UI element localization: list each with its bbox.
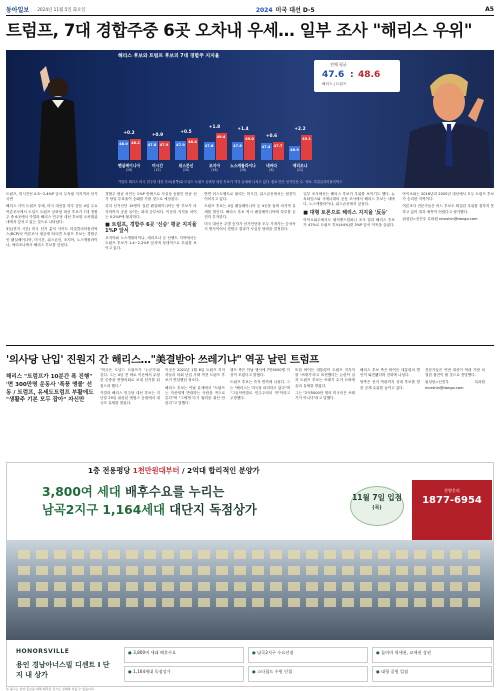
story2-column [165, 368, 225, 456]
bullet-icon: ● [376, 650, 382, 655]
bar-value-harris: 47.6 [204, 144, 214, 148]
building-window [72, 582, 84, 591]
building-window [396, 582, 408, 591]
building-window [234, 566, 246, 575]
story2-paragraph: 그는 "2억5000만 명의 미국인은 쓰레기가 아니다"라고 말했다. [295, 390, 355, 401]
building-window [270, 582, 282, 591]
story1-paragraph: 미국 대선은 주별 승자가 선거인단을 모두 가져가는 승자독식 방식이어서 경합주 결과가 사실상 당락을 결정한다. [204, 222, 296, 232]
building-window [288, 566, 300, 575]
building-window [270, 598, 282, 607]
story2-column [295, 368, 355, 456]
building-window [126, 566, 138, 575]
building-window [36, 598, 48, 607]
building-window [54, 566, 66, 575]
building-window [288, 550, 300, 559]
average-label: 전체 평균 [330, 62, 347, 67]
building-window [72, 550, 84, 559]
building-window [144, 566, 156, 575]
building-window [108, 582, 120, 591]
bar-value-harris: 47.8 [147, 143, 157, 147]
building-window [18, 598, 30, 607]
bar-value-harris: 48.0 [119, 142, 128, 146]
bar-value-trump: 49.0 [245, 137, 254, 141]
building-window [90, 582, 102, 591]
story1-paragraph: 해리스 사이 트럼프 우세, 미국 대선을 하루 앞둔 4일 주요 여론조사에서 도널드 트럼프 공화당 대선 후보가 7대 경합주 중 6곳에서 카멀라 해리스 민주당 대선 후보를 오차범위 내에서 앞서고 있는 것으로 나타났다. [6, 204, 98, 225]
story1-column [105, 192, 197, 340]
building-window [450, 566, 462, 575]
ad-date-text: 11월 7일 입점 [352, 493, 402, 502]
building-window [450, 598, 462, 607]
building-window [144, 550, 156, 559]
building-window [18, 550, 30, 559]
building-window [198, 582, 210, 591]
ad-feature-text: 남곡2지구 수요선점 [257, 650, 294, 655]
building-window [90, 550, 102, 559]
story2-column [100, 368, 160, 456]
building-window [378, 550, 390, 559]
building-window [378, 582, 390, 591]
building-window [252, 598, 264, 607]
building-window [216, 582, 228, 591]
building-window [396, 566, 408, 575]
building-window [468, 582, 480, 591]
building-window [162, 582, 174, 591]
bar-value-harris: 46.9 [290, 147, 299, 152]
building-window [306, 598, 318, 607]
building-window [468, 598, 480, 607]
ad-price-suffix: / 2억대 합리적인 분양가 [181, 466, 260, 475]
building-window [108, 598, 120, 607]
building-window [414, 550, 426, 559]
story1-paragraph: 3일(현지 시간) 미국 선거 분석 사이트 리얼클리어폴리틱스(RCP)의 여론조사 평균에 따르면 트럼프 후보는 경합주인 펜실베이니아, 미시간, 위스콘신, 조지아, 노스캐롤라이나, 애리조나에서 해리스 후보를 앞섰다. [6, 227, 98, 247]
ad-feature-text: 돌아마 학세권, 교세권 상권 [381, 650, 431, 655]
state-electors: (6) [269, 168, 274, 172]
ad-building-photo [6, 540, 494, 640]
bar-value-trump: 47.7 [273, 143, 283, 148]
state-diff-label: +2.2 [294, 126, 306, 132]
story1-paragraph: 아이오와는 2016년과 2020년 대선에서 모두 트럼프 후보가 승리한 지역이다. [402, 192, 494, 202]
state-bar-chart [0, 0, 500, 200]
state-name: 펜실베이니아 [117, 163, 140, 168]
building-window [144, 582, 156, 591]
building-window [306, 550, 318, 559]
building-window [360, 598, 372, 607]
story1-paragraph: ■ 대형 토론으로 해리스 지지율 '反등' [303, 209, 388, 216]
bar-value-trump: 49.4 [216, 135, 226, 139]
ad-feature-text: 스타필드 수원 인접 [257, 669, 293, 674]
ad-headline-1a: 3,800여 세대 [42, 485, 121, 499]
building-window [378, 598, 390, 607]
state-electors: (16) [239, 168, 247, 172]
building-window [144, 598, 156, 607]
building-window [216, 550, 228, 559]
state-name: 위스콘신 [178, 163, 194, 168]
building-window [414, 566, 426, 575]
building-window [468, 550, 480, 559]
story1-paragraph: 트럼프 후보는 4일 펜실베이니아 등 4곳을 돌며 마지막 유세를 벌인다. 해리스 후보 역시 펜실베이니아에 하루를 온전히 투자한다. [204, 204, 296, 219]
building-window [162, 598, 174, 607]
story2-paragraph: 해리스 후보 측은 바이든 대통령의 발언이 와전됐다며 진화에 나섰다. [360, 368, 420, 378]
state-diff-label: +1.4 [237, 127, 249, 132]
ad-opening-date [350, 486, 404, 526]
ad-headline-1 [42, 482, 224, 500]
ad-feature-box [124, 666, 244, 682]
main-headline: 트럼프, 7대 경합주중 6곳 오차내 우세… 일부 조사 "해리스 우위" [6, 21, 473, 40]
ad-price-value: 1천만원대부터 [132, 466, 180, 475]
building-window [234, 550, 246, 559]
building-window [90, 566, 102, 575]
average-candidate-names: 해리스 | 트럼프 [322, 82, 347, 86]
building-window [18, 566, 30, 575]
building-window [162, 566, 174, 575]
state-diff-label: +0.6 [265, 133, 278, 139]
bar-value-harris: 47.4 [261, 145, 271, 149]
story1-paragraph: ■ 트럼프, 경합주 6곳 '신승' 평균 지지율 1%P 앞서 [105, 222, 197, 235]
building-window [126, 582, 138, 591]
photo-caption: 카멀라 해리스 미국 민주당 대선 후보(왼쪽)와 도널드 트럼프 공화당 대선 후보가 각각 유세에 나서고 있다. 괄호 안은 선거인단 수. 자료: 리얼클리어폴리틱스 [118, 180, 343, 184]
building-window [270, 550, 282, 559]
ad-feature-text: 1,164세대 독점상가 [133, 669, 171, 674]
building-window [216, 598, 228, 607]
building-window [54, 550, 66, 559]
story2-paragraph: 또한 바이든 대통령이 트럼프 지지자를 '쓰레기'라고 표현했다는 논란이 일자 트럼프 후보는 쓰레기 수거 트럭에 올라 유세를 벌였다. [295, 368, 355, 388]
ad-headline-2 [42, 500, 257, 518]
story1-column [303, 192, 395, 340]
story2-paragraph: 워싱턴=신진우 특파원 niceshin@donga.com [425, 380, 485, 390]
building-window [90, 598, 102, 607]
ad-phone-box[interactable] [412, 480, 492, 542]
story2-paragraph: 캠프 측은 이날 행사에 7만5000명 이상이 모였다고 밝혔다. [230, 368, 290, 378]
building-window [234, 582, 246, 591]
building-window [360, 550, 372, 559]
bullet-icon: ● [376, 669, 382, 674]
building-window [126, 550, 138, 559]
building-window [198, 598, 210, 607]
ad-feature-text: 3,800여 세대 배후수요 [133, 650, 177, 655]
state-electors: (11) [296, 168, 304, 172]
building-window [414, 582, 426, 591]
building-window [432, 566, 444, 575]
story2-paragraph: "미국은 도널드 트럼프가 '누군가'와 같다. 그는 4년 전 바로 이곳에서 무장한 군중을 연방의회로 보내 선거를 뒤집으려 했다." [100, 368, 160, 388]
building-window [180, 598, 192, 607]
section-year: 2024 [255, 7, 273, 14]
story2-column [360, 368, 420, 456]
building-window [342, 598, 354, 607]
building-window [450, 550, 462, 559]
average-separator: : [350, 70, 354, 80]
story1-paragraph: 여론조사 전문가들은 어느 후보도 확실한 우위를 점하지 못하고 있어 결과 예측이 어렵다고 평가했다. [402, 204, 494, 214]
average-trump: 48.6 [358, 70, 381, 80]
building-window [324, 582, 336, 591]
building-window [162, 550, 174, 559]
building-window [108, 550, 120, 559]
story2-paragraph: 양측은 선거 막판까지 상대 후보를 향한 공세 수위를 높이고 있다. [360, 380, 420, 390]
story2-paragraph: 카멀라 해리스 민주당 대선 후보는 지난달 29일 워싱턴 엘립스 공원에서 대규모 유세를 열었다. [100, 390, 160, 406]
story2-subhead: 해리스 "트럼프가 10분간 폭 진행" '면 300만명 운동사 '폭풍 앵콜' 선동 / 트럼프, 유세도트럼프 부활에도 "생활주 기본 모두 잡아" 자신만 [6, 374, 94, 404]
state-name: 애리조나 [292, 163, 308, 168]
story2-column [230, 368, 290, 456]
building-window [414, 598, 426, 607]
bar-value-trump: 48.4 [188, 140, 197, 144]
building-window [306, 566, 318, 575]
building-window [342, 566, 354, 575]
building-window [396, 550, 408, 559]
building-window [252, 582, 264, 591]
building-window [468, 566, 480, 575]
bar-value-trump: 49.1 [302, 136, 311, 141]
state-electors: (15) [154, 168, 161, 172]
building-window [396, 598, 408, 607]
bullet-icon: ● [252, 669, 258, 674]
story1-column [6, 192, 98, 340]
building-window [324, 598, 336, 607]
average-harris: 47.6 [322, 70, 345, 80]
building-window [180, 582, 192, 591]
building-window [36, 550, 48, 559]
ad-feature-box [248, 647, 368, 663]
state-name: 노스캐롤라이나 [230, 163, 256, 168]
bar-value-harris: 47.6 [233, 144, 242, 148]
building-window [360, 582, 372, 591]
story2-paragraph: 트럼프 후보는 즉각 반격에 나섰다. 그는 "해리스는 미국을 파괴하고 있다"며 "그들이야말로 민주주의의 적"이라고 주장했다. [230, 380, 290, 401]
building-window [198, 566, 210, 575]
story1-paragraph: 조지아와 노스캐롤라이나, 애리조나 등 선벨트 지역에서는 트럼프 후보가 1.4~2.2%P 앞서며 상대적으로 우위를 보이고 있다. [105, 236, 197, 251]
story1-paragraph: 아이오와주에서도 셀저앤드컴퍼니 조사 결과 해리스 후보가 47%로 트럼프 후보(44%)를 3%P 앞서 이목을 끌었다. [303, 217, 395, 227]
state-electors: (10) [182, 168, 190, 172]
story1-paragraph: 워싱턴=신진우 특파원 niceshin@donga.com [402, 216, 478, 221]
state-diff-label: +0.2 [123, 131, 135, 136]
state-electors: (16) [211, 168, 218, 172]
story1-paragraph: 일부 조사에서는 해리스 후보가 우위를 보이기도 했다. 뉴욕타임스와 시에나대의 공동 조사에서 해리스 후보는 네바다, 노스캐롤라이나, 위스콘신에서 앞섰다. [303, 192, 395, 207]
story1-paragraph: 트럼프, 미시간선 0.5~2.4%P 앞서 두자릿 지지격차 선거 국면 [6, 192, 98, 202]
ad-headline-2a: 남곡2지구 1,164세대 [42, 503, 166, 517]
story2-paragraph: 이곳은 2021년 1월 6일 트럼프 지지자들의 의회 난입 사태 직전 트럼프 후보가 연설했던 장소다. [165, 368, 225, 383]
building-window [324, 550, 336, 559]
building-window [126, 598, 138, 607]
story1-paragraph: 반면 러스트벨트로 불리는 미시간, 위스콘신에서는 접전이 이어지고 있다. [204, 192, 296, 202]
section-name: 미국 대선 D-5 [275, 7, 315, 14]
state-diff-label: +1.8 [208, 125, 221, 130]
building-window [324, 566, 336, 575]
ad-feature-box [124, 647, 244, 663]
building-window [306, 582, 318, 591]
ad-feature-box [372, 666, 492, 682]
ad-price-prefix: 1층 전용평당 [88, 466, 131, 475]
ad-feature-box [372, 647, 492, 663]
bar-value-trump: 47.9 [159, 142, 169, 147]
building-window [252, 566, 264, 575]
ad-brand-logo: HONORSVILLE [16, 648, 70, 655]
building-window [342, 582, 354, 591]
state-name: 조지아 [208, 163, 220, 168]
building-window [360, 566, 372, 575]
building-window [342, 550, 354, 559]
ad-disclaimer: 본 광고는 분양 홍보를 위해 제작된 것으로 실제와 다를 수 있습니다. [6, 687, 95, 691]
ad-headline-1b: 배후수요를 누리는 [120, 485, 225, 499]
ad-tagline: 용인 경남아너스빌 디센트 I 단지 내 상가 [16, 661, 110, 679]
building-window [234, 598, 246, 607]
building-window [54, 582, 66, 591]
building-window [180, 550, 192, 559]
bar-value-trump: 48.2 [131, 141, 140, 145]
building-window [18, 582, 30, 591]
story1-paragraph: 특히 선거인단 19명이 걸린 펜실베이니아는 양 후보가 마지막까지 공을 들이는 최대 승부처다. 이곳의 지지율 차이는 0.2%P에 불과하다. [105, 204, 197, 219]
infographic-title: 해리스 후보와 트럼프 후보의 7대 경합주 지지율 [118, 54, 220, 59]
story2-paragraph: 해리스 후보는 이날 유세에서 "트럼프는 자신에게 반대하는 사람을 적으로 본다"며 "그에게 다시 권력을 줘선 안 된다"고 말했다. [165, 385, 225, 406]
ad-phone-number[interactable]: 1877-6954 [422, 495, 482, 506]
ad-price-tag [88, 466, 260, 476]
building-window [180, 566, 192, 575]
bullet-icon: ● [128, 669, 134, 674]
building-window [270, 566, 282, 575]
story1-paragraph: 경합주 평균 차이는 1%P 안팎으로 사실상 동률인 만큼 선거 당일 투표율이 승패를 가를 것으로 예상된다. [105, 192, 197, 202]
ad-phone-label: 분양문의 [444, 488, 460, 493]
building-window [288, 582, 300, 591]
state-diff-label: +0.9 [151, 132, 164, 138]
building-window [432, 582, 444, 591]
bar-value-harris: 47.9 [176, 142, 185, 147]
state-name: 네바다 [265, 163, 277, 168]
building-window [252, 550, 264, 559]
building-window [432, 598, 444, 607]
ad-feature-box [248, 666, 368, 682]
bullet-icon: ● [252, 650, 258, 655]
building-window [72, 566, 84, 575]
building-window [72, 598, 84, 607]
ad-headline-2b: 대단지 독점상가 [165, 503, 257, 517]
building-window [450, 582, 462, 591]
building-window [288, 598, 300, 607]
building-window [378, 566, 390, 575]
story2-paragraph: 전문가들은 이번 대선이 역대 가장 치열한 접전이 될 것으로 전망했다. [425, 368, 485, 378]
issue-date: 2024년 11월 5일 화요일 [37, 7, 86, 13]
building-window [108, 566, 120, 575]
page-number: A5 [485, 6, 494, 13]
state-electors: (19) [125, 168, 133, 172]
story2-headline: '의사당 난입' 진원지 간 해리스…"美결받아 쓰레기냐" 역공 날린 트럼프 [6, 345, 494, 366]
ad-feature-text: 대형 공원 입점 [381, 669, 409, 674]
building-window [54, 598, 66, 607]
building-window [36, 566, 48, 575]
building-window [36, 582, 48, 591]
state-diff-label: +0.5 [180, 130, 192, 135]
state-name: 미시간 [151, 163, 163, 168]
story2-column [425, 368, 485, 456]
story1-column [402, 192, 494, 340]
building-window [198, 550, 210, 559]
building-window [432, 550, 444, 559]
ad-date-sub: (목) [372, 505, 382, 511]
story1-column [204, 192, 296, 340]
newspaper-logo: 동아일보 [6, 7, 30, 14]
bullet-icon: ● [128, 650, 134, 655]
building-window [216, 566, 228, 575]
